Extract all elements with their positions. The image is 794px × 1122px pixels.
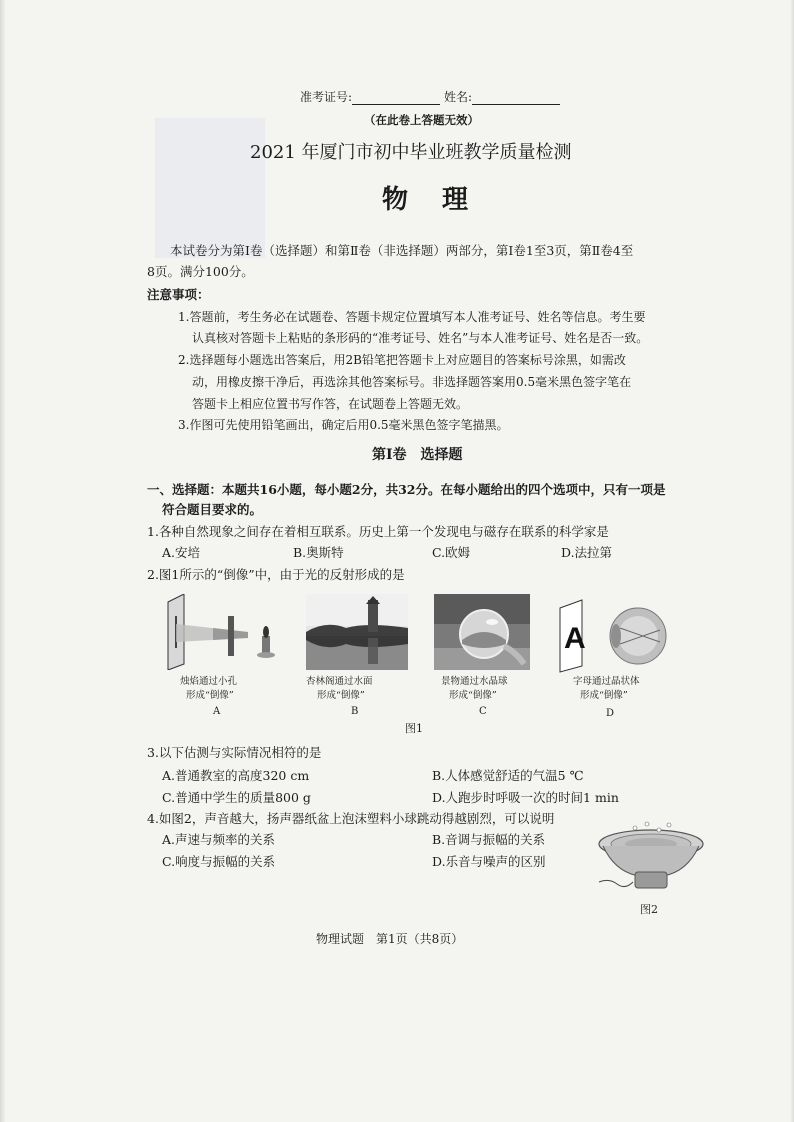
invalid-note: （在此卷上答题无效）	[364, 113, 479, 127]
exam-number-label: 准考证号:	[300, 90, 353, 104]
intro-line-1: 本试卷分为第Ⅰ卷（选择题）和第Ⅱ卷（非选择题）两部分，第Ⅰ卷1至3页，第Ⅱ卷4至	[170, 243, 634, 258]
figure-a-letter: A	[213, 706, 221, 717]
note-line: 2.选择题每小题选出答案后，用2B铅笔把答题卡上对应题目的答案标号涂黑，如需改	[178, 353, 626, 367]
figure-d-caption-1: 字母通过晶状体	[573, 676, 640, 687]
figure-b-letter: B	[351, 706, 359, 717]
q3-option-d[interactable]: D.人跑步时呼吸一次的时间1 min	[432, 790, 619, 805]
figure-d-caption-2: 形成“倒像”	[580, 690, 628, 701]
section-title: 第Ⅰ卷 选择题	[372, 447, 463, 463]
figure-c-caption-2: 形成“倒像”	[449, 690, 497, 701]
q3-option-b[interactable]: B.人体感觉舒适的气温5 ℃	[432, 768, 584, 783]
page-footer: 物理试题 第1页（共8页）	[316, 932, 464, 946]
figure-a-caption-1: 烛焰通过小孔	[180, 676, 238, 687]
q3-stem: 3.以下估测与实际情况相符的是	[147, 745, 322, 760]
faint-watermark-block	[155, 118, 265, 258]
q1-option-a[interactable]: A.安培	[162, 545, 201, 560]
q1-option-b[interactable]: B.奥斯特	[293, 545, 344, 560]
q4-option-c[interactable]: C.响度与振幅的关系	[162, 854, 276, 869]
figure-d-eye-lens-image	[556, 598, 668, 674]
figure-c-crystal-ball-image	[434, 594, 530, 670]
notes-title: 注意事项：	[147, 287, 210, 302]
scan-edge-right	[790, 0, 794, 1122]
figure-a-caption-2: 形成“倒像”	[186, 690, 234, 701]
exam-title: 2021 年厦门市初中毕业班教学质量检测	[250, 142, 572, 163]
figure-c-letter: C	[479, 706, 487, 717]
note-line: 答题卡上相应位置书写作答，在试题卷上答题无效。	[192, 397, 469, 411]
figure-d-letter-glyph: A	[564, 622, 586, 655]
q1-option-c[interactable]: C.欧姆	[432, 545, 471, 560]
q1-stem: 1.各种自然现象之间存在着相互联系。历史上第一个发现电与磁存在联系的科学家是	[147, 524, 609, 539]
figure-b-pagoda-reflection-image	[306, 594, 408, 670]
q3-option-c[interactable]: C.普通中学生的质量800 g	[162, 790, 311, 805]
q3-option-a[interactable]: A.普通教室的高度320 cm	[162, 768, 310, 783]
section-instruction-2: 符合题目要求的。	[162, 502, 263, 517]
candidate-info-line	[300, 89, 560, 105]
q2-stem: 2.图1所示的“倒像”中，由于光的反射形成的是	[147, 567, 405, 582]
q4-option-b[interactable]: B.音调与振幅的关系	[432, 832, 546, 847]
exam-number-blank[interactable]	[352, 92, 440, 105]
name-label: 姓名:	[444, 90, 473, 104]
intro-line-2: 8页。满分100分。	[147, 264, 254, 279]
note-line: 认真核对答题卡上粘贴的条形码的“准考证号、姓名”与本人准考证号、姓名是否一致。	[192, 331, 649, 345]
figure-d-letter: D	[606, 708, 615, 719]
note-line: 3.作图可先使用铅笔画出，确定后用0.5毫米黑色签字笔描黑。	[178, 418, 509, 432]
scan-edge-left	[0, 0, 6, 1122]
figure-a-pinhole-image	[158, 594, 288, 670]
figure-2-speaker-image	[595, 820, 707, 896]
q1-option-d[interactable]: D.法拉第	[561, 545, 613, 560]
section-instruction-1: 一、选择题：本题共16小题，每小题2分，共32分。在每小题给出的四个选项中，只有一项是	[147, 482, 666, 497]
figure-b-caption-1: 杏林阁通过水面	[306, 676, 373, 687]
note-line: 1.答题前，考生务必在试题卷、答题卡规定位置填写本人准考证号、姓名等信息。考生要	[178, 310, 646, 324]
q4-stem: 4.如图2，声音越大，扬声器纸盆上泡沫塑料小球跳动得越剧烈，可以说明	[147, 811, 555, 826]
q4-option-a[interactable]: A.声速与频率的关系	[162, 832, 276, 847]
figure-1-label: 图1	[405, 722, 423, 735]
name-blank[interactable]	[472, 92, 560, 105]
note-line: 动，用橡皮擦干净后，再选涂其他答案标号。非选择题答案用0.5毫米黑色签字笔在	[192, 375, 632, 389]
q4-option-d[interactable]: D.乐音与噪声的区别	[432, 854, 546, 869]
figure-c-caption-1: 景物通过水晶球	[441, 676, 508, 687]
figure-b-caption-2: 形成“倒像”	[317, 690, 365, 701]
subject-title: 物 理	[382, 185, 473, 215]
figure-2-label: 图2	[640, 903, 658, 916]
